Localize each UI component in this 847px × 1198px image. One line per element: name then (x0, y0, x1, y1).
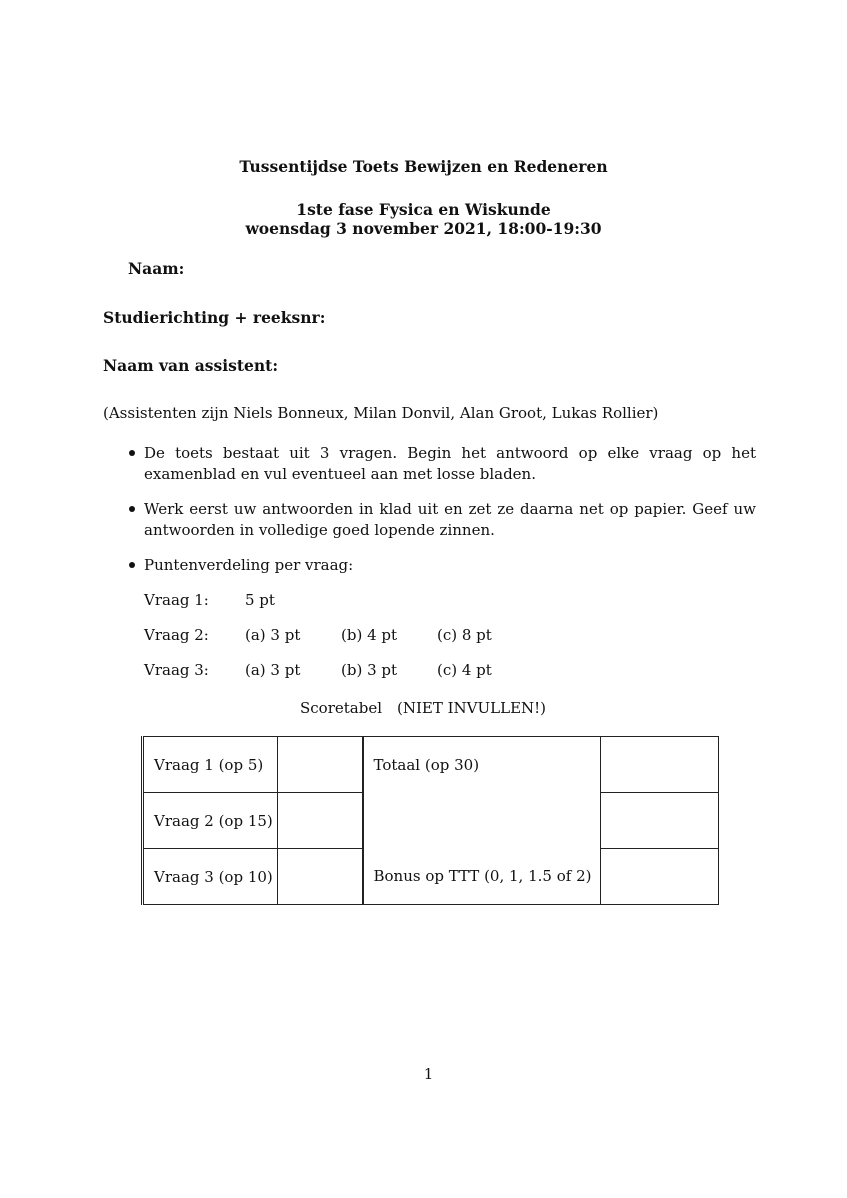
points-label-2: Vraag 2: (144, 626, 209, 644)
bullet-text-1: De toets bestaat uit 3 vragen. Begin het antwoord op elke vraag op het examenblad en vul eventueel aan met losse bladen. (144, 444, 756, 483)
bullet-text-3: Puntenverdeling per vraag: (144, 556, 354, 574)
points-value-2a: (a) 3 pt (245, 626, 301, 644)
score-box (601, 793, 719, 849)
score-box (278, 793, 363, 849)
score-table (141, 736, 719, 905)
points-value-3b: (b) 3 pt (341, 661, 398, 679)
bullet-icon (129, 506, 135, 512)
scoretable-caption: Scoretabel (300, 699, 383, 717)
study-label: Studierichting + reeksnr: (103, 308, 326, 327)
summary-cell (363, 793, 601, 849)
points-value-2c: (c) 8 pt (437, 626, 492, 644)
points-label-3: Vraag 3: (144, 661, 209, 679)
bullet-text-2: Werk eerst uw antwoorden in klad uit en zet ze daarna net op papier. Geef uw antwoorden in volledige goed lopende zinnen. (144, 500, 756, 539)
summary-cell: Totaal (op 30) (363, 737, 601, 793)
bullet-icon (129, 450, 135, 456)
exam-title: Tussentijdse Toets Bewijzen en Redeneren (239, 157, 608, 176)
name-label: Naam: (128, 259, 185, 278)
assistants-note: (Assistenten zijn Niels Bonneux, Milan Donvil, Alan Groot, Lukas Rollier) (103, 404, 659, 422)
question-cell: Vraag 2 (op 15) (143, 793, 278, 849)
page-number: 1 (423, 1065, 434, 1083)
table-row (143, 849, 719, 905)
assistant-label: Naam van assistent: (103, 356, 279, 375)
table-row (143, 737, 719, 793)
question-cell: Vraag 3 (op 10) (143, 849, 278, 905)
points-value-2b: (b) 4 pt (341, 626, 398, 644)
exam-date: woensdag 3 november 2021, 18:00-19:30 (245, 219, 602, 238)
points-value-3c: (c) 4 pt (437, 661, 492, 679)
score-box (601, 737, 719, 793)
exam-subtitle: 1ste fase Fysica en Wiskunde (296, 200, 551, 219)
bullet-icon (129, 562, 135, 568)
scoretable-warning: (NIET INVULLEN!) (397, 699, 547, 717)
summary-cell: Bonus op TTT (0, 1, 1.5 of 2) (363, 849, 601, 905)
points-value-1a: 5 pt (245, 591, 275, 609)
points-label-1: Vraag 1: (144, 591, 209, 609)
score-box (278, 737, 363, 793)
table-row (143, 793, 719, 849)
question-cell: Vraag 1 (op 5) (143, 737, 278, 793)
points-value-3a: (a) 3 pt (245, 661, 301, 679)
score-box (278, 849, 363, 905)
score-box (601, 849, 719, 905)
